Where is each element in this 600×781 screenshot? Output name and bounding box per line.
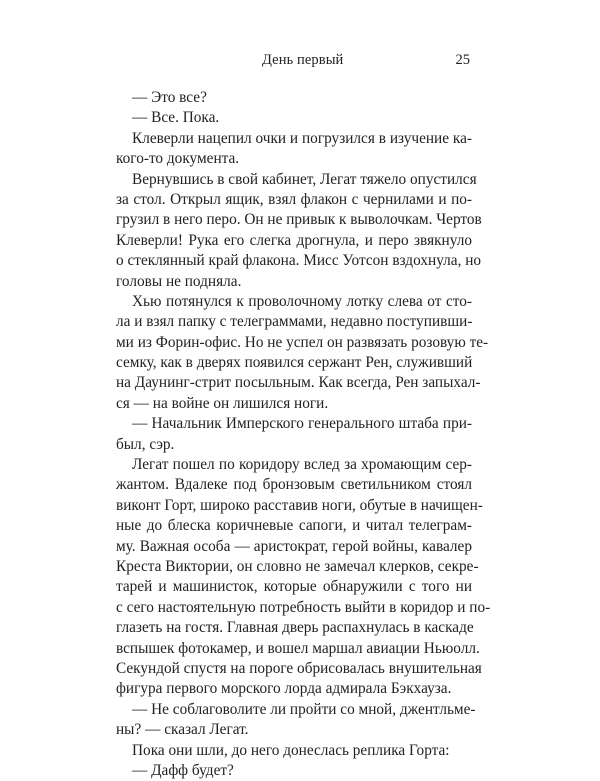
text-line: кого-то документа. — [116, 150, 240, 168]
body-text — [116, 88, 491, 781]
text-line: с сего настоятельную потребность выйти в коридор и по- — [116, 598, 491, 616]
text-line: Клеверли нацепил очки и погрузился в изучение ка- — [132, 129, 472, 147]
text-line: Секундой спустя на пороге обрисовалась внушительная — [116, 659, 482, 677]
text-line: Креста Виктории, он словно не замечал клерков, секре- — [116, 557, 479, 575]
text-line: грузил в него перо. Он не привык к выволочкам. Чертов — [116, 211, 482, 229]
text-line: семку, как в дверях появился сержант Рен, служивший — [116, 354, 473, 372]
text-line: Клеверли! Рука его слегка дрогнула, и перо звякнуло — [116, 231, 472, 249]
text-line: Хью потянулся к проволочному лотку слева от сто- — [132, 292, 472, 310]
text-line: ные до блеска коричневые сапоги, и читал телеграм- — [116, 517, 472, 535]
text-line: Вернувшись в свой кабинет, Легат тяжело опустился — [132, 170, 477, 188]
text-line: глазеть на гостя. Главная дверь распахнулась в каскаде — [116, 619, 474, 637]
text-line: му. Важная особа — аристократ, герой войны, кавалер — [116, 537, 472, 555]
text-line: ны? — сказал Легат. — [116, 721, 249, 739]
text-line: вспышек фотокамер, и вошел маршал авиации Ньюолл. — [116, 639, 480, 657]
text-line: — Начальник Имперского генерального штаба при- — [132, 415, 472, 433]
running-header — [110, 52, 470, 72]
text-line: на Даунинг-стрит посыльным. Как всегда, Рен запыхал- — [116, 374, 481, 392]
text-line: — Это все? — [132, 89, 207, 106]
text-line: тарей и машинисток, которые обнаружили с того ни — [116, 578, 472, 596]
text-line: — Дафф будет? — [132, 761, 234, 779]
text-line: виконт Горт, широко расставив ноги, обутые в начищен- — [116, 496, 483, 514]
text-line: Пока они шли, до него донеслась реплика Горта: — [132, 741, 450, 759]
text-line: головы не подняла. — [116, 272, 242, 290]
text-line: Легат пошел по коридору вслед за хромающим сер- — [132, 456, 472, 474]
text-line: фигура первого морского лорда адмирала Бэкхауза. — [116, 680, 452, 698]
text-line: о стеклянный край флакона. Мисс Уотсон вздохнула, но — [116, 252, 482, 270]
page-number: 25 — [455, 52, 470, 68]
running-title: День первый — [262, 52, 344, 68]
text-line: — Все. Пока. — [132, 109, 220, 127]
text-line: за стол. Открыл ящик, взял флакон с чернилами и по- — [116, 190, 472, 208]
text-line: — Не соблаговолите ли пройти со мной, джентльме- — [132, 700, 476, 718]
text-line: ся — на войне он лишился ноги. — [116, 394, 329, 412]
text-line: ла и взял папку с телеграммами, недавно поступивши- — [116, 313, 473, 331]
text-line: ми из Форин-офис. Но не успел он развязать розовую те- — [116, 333, 489, 351]
text-line: был, сэр. — [116, 435, 175, 453]
text-line: жантом. Вдалеке под бронзовым светильником стоял — [116, 476, 472, 494]
